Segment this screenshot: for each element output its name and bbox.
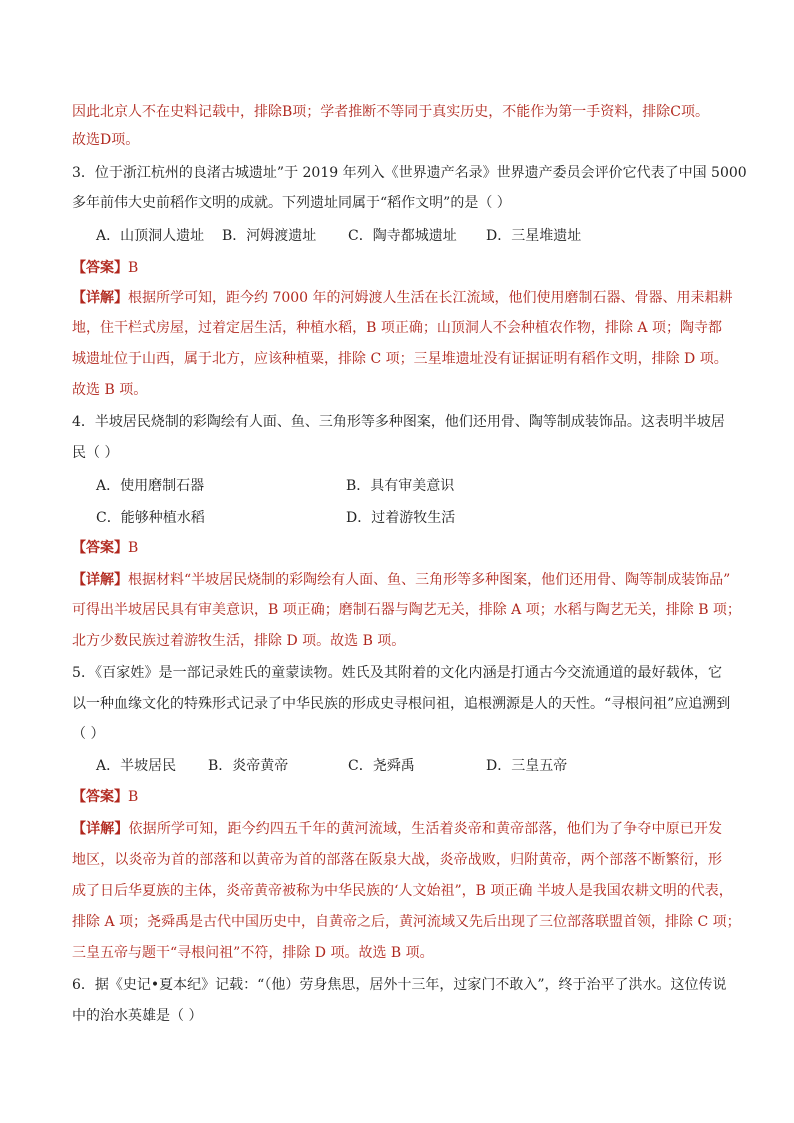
answer-label: 【答案】	[72, 789, 128, 805]
detail-text: 根据所学可知，距今约 7000 年的河姆渡人生活在长江流域，他们使用磨制石器、骨器、用耒耜耕	[128, 290, 733, 306]
q4-option-c: C．能够种植水稻	[96, 510, 205, 526]
q4-option-b: B．具有审美意识	[346, 478, 455, 494]
q5-detail-line: 成了日后华夏族的主体，炎帝黄帝被称为中华民族的‘人文始祖”，B 项正确 半坡人是我国农耕文明的代表，	[72, 883, 733, 899]
q3-stem-line: 3．位于浙江杭州的良渚古城遗址”于 2019 年列入《世界遗产名录》世界遗产委员会评价它代表了中国 5000	[72, 165, 747, 181]
q5-stem-line: （ ）	[72, 726, 105, 742]
q3-option-c: C．陶寺都城遗址	[348, 228, 457, 244]
q5-detail-line	[72, 819, 722, 839]
answer-value: B	[128, 540, 139, 556]
detail-label: 【详解】	[72, 290, 128, 306]
q2-detail-line: 因此北京人不在史料记载中，排除B项；学者推断不等同于真实历史，不能作为第一手资料，排除C项。	[72, 104, 709, 120]
detail-label: 【详解】	[72, 821, 129, 837]
q3-answer	[72, 258, 722, 278]
q4-option-a: A．使用磨制石器	[96, 478, 205, 494]
q5-detail-line: 三皇五帝与题干“寻根问祖”不符，排除 D 项。故选 B 项。	[72, 945, 434, 961]
q3-detail-line: 地，住干栏式房屋，过着定居生活，种植水稻，B 项正确；山顶洞人不会种植农作物，排除 A 项；陶寺都	[72, 320, 722, 336]
answer-value: B	[128, 260, 139, 276]
q5-answer	[72, 787, 722, 807]
q4-option-d: D．过着游牧生活	[346, 510, 456, 526]
q5-detail-line: 排除 A 项；尧舜禹是古代中国历史中，自黄帝之后，黄河流域又先后出现了三位部落联盟首领，排除 C 项；	[72, 914, 741, 930]
q5-option-c: C．尧舜禹	[348, 758, 415, 774]
q4-detail-line	[72, 570, 731, 590]
q4-detail-line: 可得出半坡居民具有审美意识，B 项正确；磨制石器与陶艺无关，排除 A 项；水稻与陶艺无关，排除 B 项；	[72, 602, 741, 618]
q4-stem-line: 民（ ）	[72, 445, 119, 461]
answer-value: B	[128, 789, 139, 805]
answer-label: 【答案】	[72, 260, 128, 276]
q4-answer	[72, 538, 722, 558]
q5-option-d: D．三皇五帝	[486, 758, 568, 774]
q3-detail-line	[72, 288, 733, 308]
q3-detail-line: 故选 B 项。	[72, 382, 148, 398]
answer-label: 【答案】	[72, 540, 128, 556]
q5-detail-line: 地区，以炎帝为首的部落和以黄帝为首的部落在阪泉大战，炎帝战败，归附黄帝，两个部落不断繁衍，形	[72, 852, 722, 868]
q2-detail-line: 故选D项。	[72, 132, 140, 148]
detail-text: 依据所学可知，距今约四五千年的黄河流域，生活着炎帝和黄帝部落，他们为了争夺中原已开发	[128, 821, 723, 837]
q6-stem-line: 6．据《史记•夏本纪》记载：“（他）劳身焦思，居外十三年，过家门不敢入”，终于治平了洪水。这位传说	[72, 977, 727, 993]
q5-stem-line: 5．《百家姓》是一部记录姓氏的童蒙读物。姓氏及其附着的文化内涵是打通古今交流通道的最好载体，它	[72, 665, 722, 681]
q5-stem-line: 以一种血缘文化的特殊形式记录了中华民族的形成史寻根问祖，追根溯源是人的天性。“寻根问祖”应追溯到	[72, 696, 731, 712]
q5-option-b: B．炎帝黄帝	[208, 758, 289, 774]
q4-stem-line: 4．半坡居民烧制的彩陶绘有人面、鱼、三角形等多种图案，他们还用骨、陶等制成装饰品。这表明半坡居	[72, 414, 725, 430]
q4-detail-line: 北方少数民族过着游牧生活，排除 D 项。故选 B 项。	[72, 633, 406, 649]
detail-label: 【详解】	[72, 572, 128, 588]
q3-detail-line: 城遗址位于山西，属于北方，应该种植粟，排除 C 项；三星堆遗址没有证据证明有稻作文明，排除 D 项。	[72, 351, 728, 367]
q3-option-b: B．河姆渡遗址	[222, 228, 317, 244]
detail-text: 根据材料“半坡居民烧制的彩陶绘有人面、鱼、三角形等多种图案，他们还用骨、陶等制成装饰品”	[128, 572, 731, 588]
q5-option-a: A．半坡居民	[96, 758, 177, 774]
q3-option-d: D．三星堆遗址	[486, 228, 582, 244]
q3-stem-line: 多年前伟大史前稻作文明的成就。下列遗址同属于“稻作文明”的是（ ）	[72, 195, 511, 211]
q6-stem-line: 中的治水英雄是（ ）	[72, 1008, 203, 1024]
q3-option-a: A．山顶洞人遗址	[96, 228, 205, 244]
